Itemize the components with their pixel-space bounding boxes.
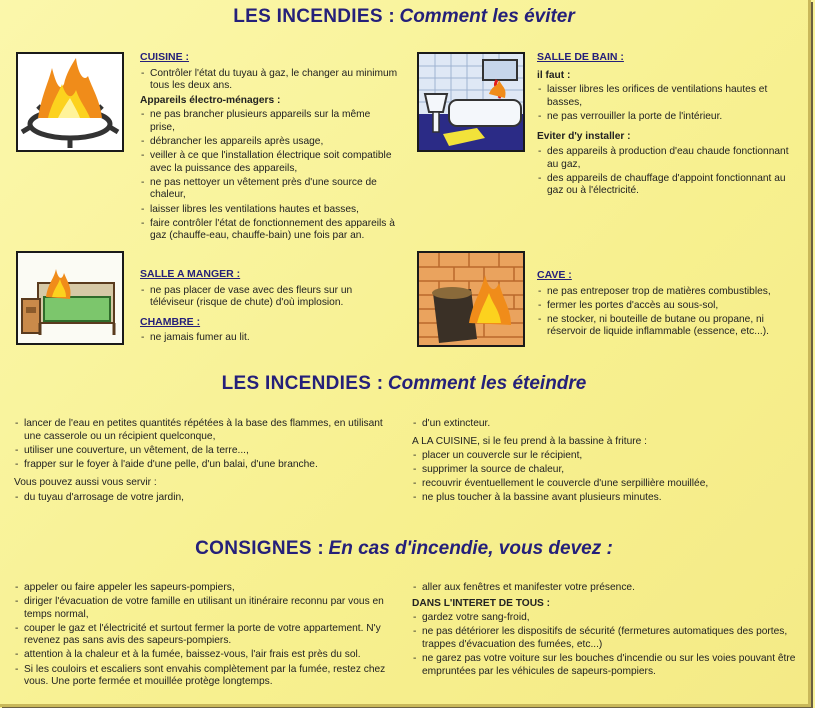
eteindre-right-list: [412, 418, 800, 431]
consignes-left-list: [14, 582, 398, 689]
title-avoid: LES INCENDIES : Comment les éviter: [233, 6, 575, 27]
list-item: - diriger l'évacuation de votre famille en utilisant un itinéraire reconnu par vous en temps normal,: [14, 596, 398, 621]
chambre-title: CHAMBRE :: [140, 315, 201, 328]
bathroom-heater-fire-icon: [417, 52, 525, 152]
list-item: - faire contrôler l'état de fonctionnement des appareils à gaz (chauffe-eau, chauffe-bain) une fois par an.: [140, 218, 398, 243]
cuisine-fire-list: [412, 450, 800, 505]
list-item: - ne pas entreposer trop de matières combustibles,: [537, 286, 799, 299]
list-item: - des appareils à production d'eau chaude fonctionnant au gaz,: [537, 146, 799, 171]
list-item: - ne pas verrouiller la porte de l'intérieur.: [537, 111, 799, 124]
cave-section: [537, 269, 799, 340]
consignes-right-list-1: [412, 582, 800, 595]
chambre-list: [140, 332, 398, 345]
list-item: - veiller à ce que l'installation électrique soit compatible avec la puissance des appareils,: [140, 150, 398, 175]
salle-bain-subtitle-1: il faut :: [537, 69, 571, 81]
servir-list: [14, 492, 398, 505]
gas-stove-fire-icon: [16, 52, 124, 152]
eteindre-left-section: [14, 418, 398, 506]
cuisine-fire-line: A LA CUISINE, si le feu prend à la bassine à friture :: [412, 435, 647, 447]
list-item: - ne pas brancher plusieurs appareils sur la même prise,: [140, 109, 398, 134]
salle-bain-section: [537, 51, 799, 199]
cuisine-section: [140, 51, 398, 244]
list-item: - appeler ou faire appeler les sapeurs-pompiers,: [14, 582, 398, 595]
servir-line: Vous pouvez aussi vous servir :: [14, 477, 157, 489]
list-item: - utiliser une couverture, un vêtement, de la terre...,: [14, 445, 398, 458]
list-item: - ne pas nettoyer un vêtement près d'une source de chaleur,: [140, 177, 398, 202]
salle-manger-title: SALLE A MANGER :: [140, 268, 241, 280]
list-item: - ne garez pas votre voiture sur les bouches d'incendie ou sur les voies pouvant être empruntées par les véhicules de sapeurs-pompiers.: [412, 653, 800, 678]
list-item: - ne jamais fumer au lit.: [140, 332, 398, 345]
list-item: - des appareils de chauffage d'appoint fonctionnant au gaz ou à l'électricité.: [537, 173, 799, 198]
eteindre-left-list: [14, 418, 398, 471]
eteindre-right-section: [412, 418, 800, 507]
list-item: - frapper sur le foyer à l'aide d'une pelle, d'un balai, d'une branche.: [14, 459, 398, 472]
consignes-left-section: [14, 582, 398, 690]
title-consignes: CONSIGNES : En cas d'incendie, vous devez :: [195, 538, 613, 559]
list-item: - Contrôler l'état du tuyau à gaz, le changer au minimum tous les deux ans.: [140, 68, 398, 93]
consignes-right-section: [412, 582, 800, 680]
cave-list: [537, 286, 799, 339]
cave-title: CAVE :: [537, 269, 572, 281]
salle-bain-list-1: [537, 84, 799, 123]
list-item: - ne pas placer de vase avec des fleurs sur un téléviseur (risque de chute) d'où implosion.: [140, 285, 398, 310]
salle-manger-list: [140, 285, 398, 310]
list-item: - débrancher les appareils après usage,: [140, 136, 398, 149]
salle-bain-title: SALLE DE BAIN :: [537, 51, 624, 63]
consignes-right-list-2: [412, 612, 800, 678]
interet-title: DANS L'INTERET DE TOUS :: [412, 597, 551, 609]
salle-bain-subtitle-2: Eviter d'y installer :: [537, 131, 631, 143]
list-item: - ne pas détériorer les dispositifs de sécurité (fermetures automatiques des portes, trappes d'évacuation des fumées, etc...): [412, 626, 800, 651]
list-item: - laisser libres les ventilations hautes et basses,: [140, 204, 398, 217]
cuisine-list-2: [140, 109, 398, 242]
list-item: - ne stocker, ni bouteille de butane ou propane, ni réservoir de liquide inflammable (essence, etc...).: [537, 314, 799, 339]
cuisine-subtitle: Appareils électro-ménagers :: [140, 94, 281, 106]
list-item: - supprimer la source de chaleur,: [412, 464, 800, 477]
title-extinguish: LES INCENDIES : Comment les éteindre: [221, 373, 587, 394]
list-item: - attention à la chaleur et à la fumée, baissez-vous, l'air frais est près du sol.: [14, 649, 398, 662]
bed-fire-icon: [16, 251, 124, 345]
list-item: - couper le gaz et l'électricité et surtout fermer la porte de votre appartement. N'y revenez pas sans avis des sapeurs-pompiers.: [14, 623, 398, 648]
salle-bain-list-2: [537, 146, 799, 198]
list-item: - aller aux fenêtres et manifester votre présence.: [412, 582, 800, 595]
list-item: - gardez votre sang-froid,: [412, 612, 800, 625]
list-item: - Si les couloirs et escaliers sont envahis complètement par la fumée, restez chez vous. Une porte fermée et mouillée protège longtemps.: [14, 664, 398, 689]
cuisine-title: CUISINE :: [140, 51, 190, 63]
list-item: - placer un couvercle sur le récipient,: [412, 450, 800, 463]
list-item: - d'un extincteur.: [412, 418, 800, 431]
cuisine-list-1: [140, 68, 398, 93]
list-item: - ne plus toucher à la bassine avant plusieurs minutes.: [412, 492, 800, 505]
list-item: - recouvrir éventuellement le couvercle d'une serpillière mouillée,: [412, 478, 800, 491]
list-item: - du tuyau d'arrosage de votre jardin,: [14, 492, 398, 505]
list-item: - fermer les portes d'accès au sous-sol,: [537, 300, 799, 313]
list-item: - lancer de l'eau en petites quantités répétées à la base des flammes, en utilisant une casserole ou un récipient quelconque,: [14, 418, 398, 443]
salle-manger-section: [140, 268, 398, 346]
cellar-fire-icon: [417, 251, 525, 347]
list-item: - laisser libres les orifices de ventilations hautes et basses,: [537, 84, 799, 109]
